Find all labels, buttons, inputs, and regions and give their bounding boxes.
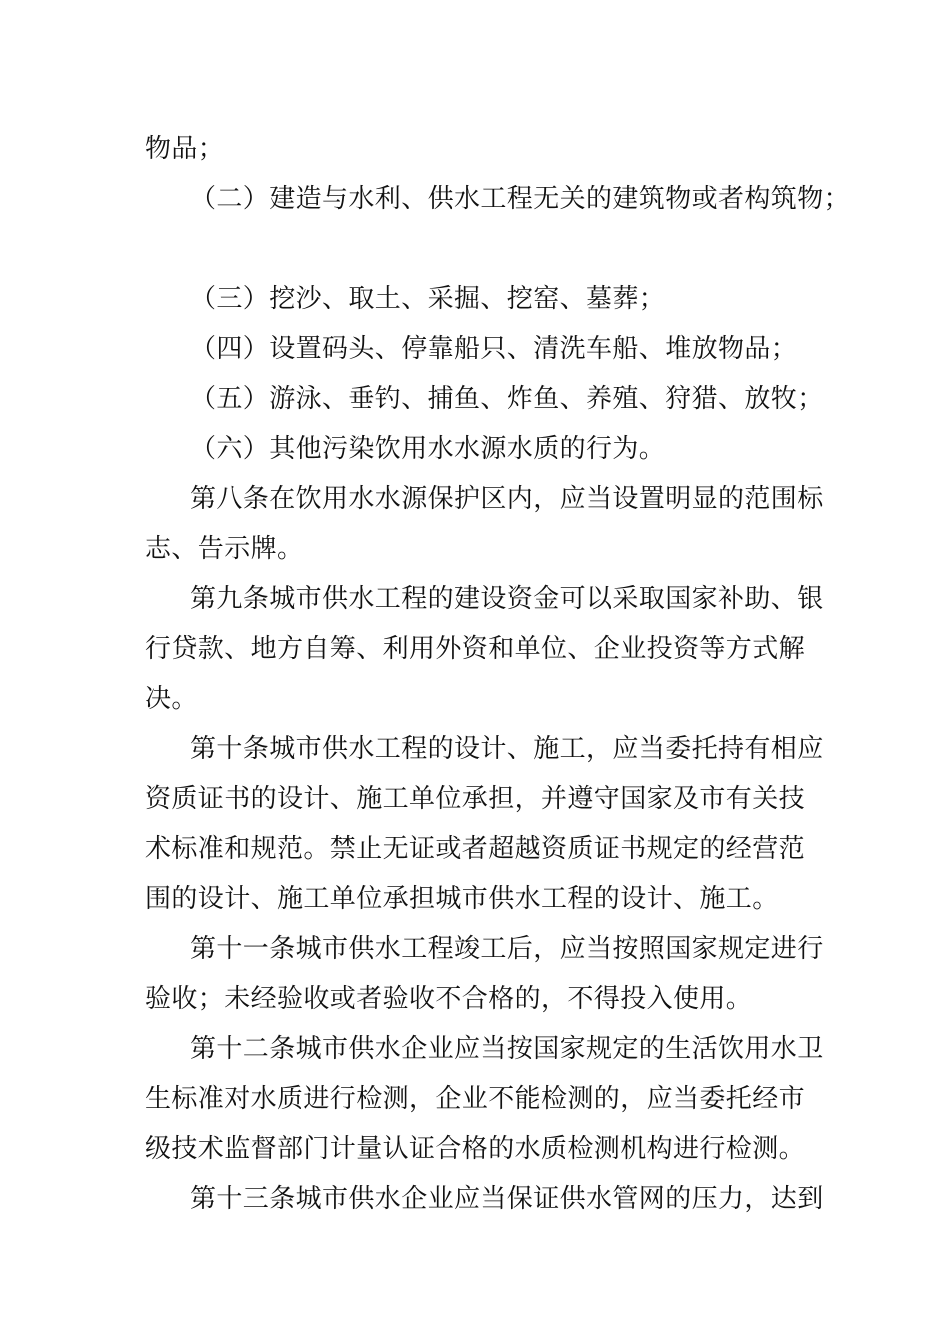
text-line: （六）其他污染饮用水水源水质的行为。 xyxy=(190,434,666,464)
text-line: （三）挖沙、取土、采掘、挖窑、墓葬； xyxy=(190,284,666,314)
text-line: 决。 xyxy=(145,684,198,714)
text-line: 术标准和规范。禁止无证或者超越资质证书规定的经营范 xyxy=(145,834,806,864)
text-line: 第九条城市供水工程的建设资金可以采取国家补助、银 xyxy=(190,584,824,614)
text-line: 第十条城市供水工程的设计、施工，应当委托持有相应 xyxy=(190,734,824,764)
text-line: 围的设计、施工单位承担城市供水工程的设计、施工。 xyxy=(145,884,779,914)
text-line: 第十二条城市供水企业应当按国家规定的生活饮用水卫 xyxy=(190,1034,824,1064)
text-line: 第八条在饮用水水源保护区内，应当设置明显的范围标 xyxy=(190,484,824,514)
text-line: （二）建造与水利、供水工程无关的建筑物或者构筑物； xyxy=(190,184,851,214)
text-line: 资质证书的设计、施工单位承担，并遵守国家及市有关技 xyxy=(145,784,806,814)
text-line: 物品； xyxy=(145,134,225,164)
text-line: 志、告示牌。 xyxy=(145,534,304,564)
text-line: 生标准对水质进行检测，企业不能检测的，应当委托经市 xyxy=(145,1084,806,1114)
text-line: 行贷款、地方自筹、利用外资和单位、企业投资等方式解 xyxy=(145,634,806,664)
text-line: 第十一条城市供水工程竣工后，应当按照国家规定进行 xyxy=(190,934,824,964)
text-line: 级技术监督部门计量认证合格的水质检测机构进行检测。 xyxy=(145,1134,806,1164)
text-line: 验收；未经验收或者验收不合格的，不得投入使用。 xyxy=(145,984,753,1014)
text-line: （五）游泳、垂钓、捕鱼、炸鱼、养殖、狩猎、放牧； xyxy=(190,384,824,414)
text-line: （四）设置码头、停靠船只、清洗车船、堆放物品； xyxy=(190,334,798,364)
text-line: 第十三条城市供水企业应当保证供水管网的压力，达到 xyxy=(190,1184,824,1214)
